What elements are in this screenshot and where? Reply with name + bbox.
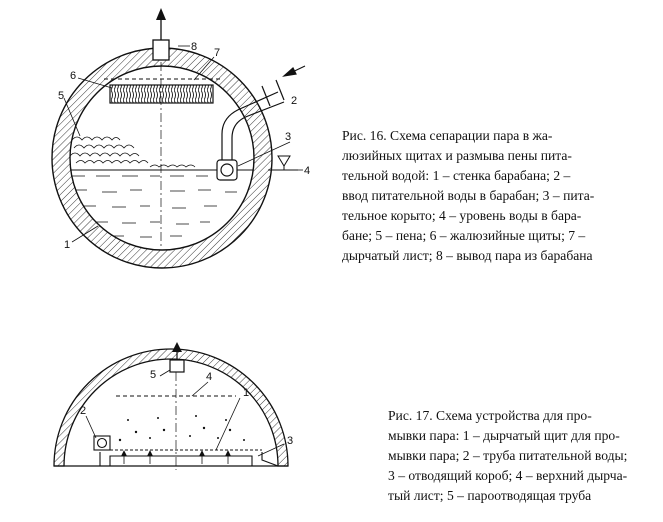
caption-17-line: Рис. 17. Схема устройства для про- [388,408,592,423]
label-1: 1 [64,239,71,251]
label-6: 6 [70,70,77,82]
caption-17-line: тый лист; 5 – пароотводящая труба [388,488,592,503]
figure-16-caption [342,126,654,266]
caption-16-line: Рис. 16. Схема сепарации пара в жа- [342,128,553,143]
figure-17-leaders [86,370,284,456]
feed-trough [217,160,237,180]
label-8: 8 [191,41,198,53]
louver-shields [110,85,213,103]
label-17-5: 5 [150,369,157,381]
caption-16-line: ввод питательной воды в барабан; 3 – пита- [342,188,595,203]
label-5: 5 [58,90,65,102]
label-2: 2 [291,95,298,107]
label-7: 7 [214,47,221,59]
label-17-1: 1 [243,387,250,399]
label-3: 3 [285,131,292,143]
caption-17-line: мывки пара: 1 – дырчатый щит для про- [388,428,620,443]
steam-outlet-pipe [153,8,169,60]
label-17-3: 3 [287,435,294,447]
drum-wall [52,48,272,268]
drain-box [100,452,278,466]
label-17-4: 4 [206,371,213,383]
caption-16-line: люзийных щитах и размыва пены пита- [342,148,572,163]
caption-17-line: мывки пара; 2 – труба питательной воды; [388,448,628,463]
caption-16-line: тельное корыто; 4 – уровень воды в бара- [342,208,582,223]
figure-16-drawing [52,8,310,268]
label-17-2: 2 [80,405,87,417]
feed-water-pipe [94,436,110,450]
figure-17-caption [388,406,656,506]
label-4: 4 [304,165,311,177]
caption-16-line: дырчатый лист; 8 – вывод пара из барабана [342,248,593,263]
caption-16-line: бане; 5 – пена; 6 – жалюзийные щиты; 7 – [342,228,586,243]
figure-17-drawing [54,342,293,470]
caption-16-line: тельной водой: 1 – стенка барабана; 2 – [342,168,571,183]
caption-17-line: 3 – отводящий короб; 4 – верхний дырча- [388,468,628,483]
